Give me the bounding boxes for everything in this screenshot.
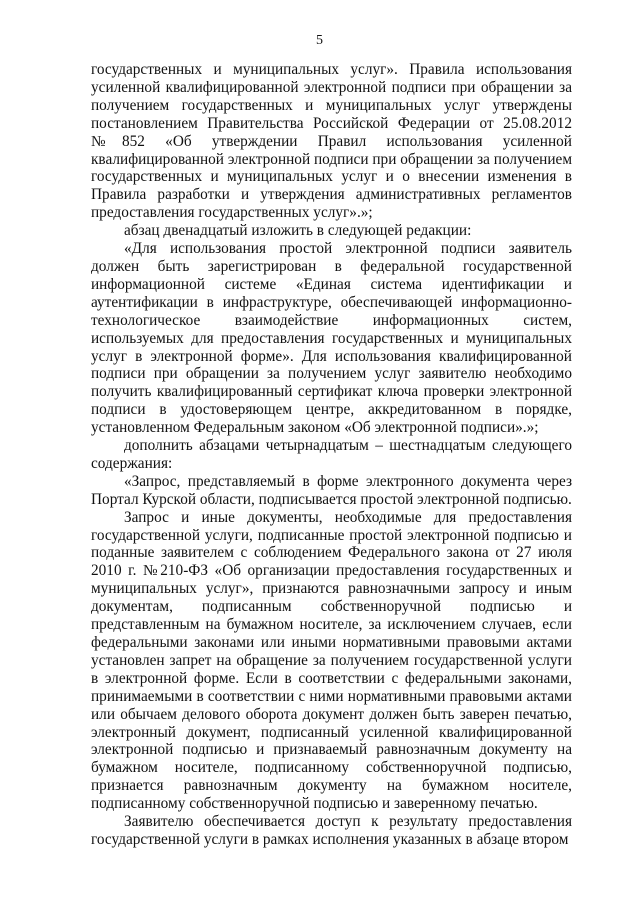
paragraph-4: дополнить абзацами четырнадцатым – шестнадцатым следующего содержания: xyxy=(91,437,572,472)
paragraph-5: «Запрос, представляемый в форме электронного документа через Портал Курской области, подписывается простой электронной подписью. xyxy=(91,472,572,508)
paragraph-6: Запрос и иные документы, необходимые для предоставления государственной услуги, подписанные простой электронной подписью и поданные заявителем с соблюдением Федерального закона от 27 июля 2010 г. №210-ФЗ «Об организации предоставления государственных и муниципальных услуг», признаются равнозначными запросу и иным документам, подписанным собственноручной подписью и представленным на бумажном носителе, за исключением случаев, если федеральными законами или иными нормативными правовыми актами установлен запрет на обращение за получением государственной услуги в электронной форме. Если в соответствии с федеральными законами, принимаемыми в соответствии с ними нормативными правовыми актами или обычаем делового оборота документ должен быть заверен печатью, электронный документ, подписанный усиленной квалифицированной электронной подписью и признаваемый равнозначным документу на бумажном носителе, подписанному собственноручной подписью, признается равнозначным документу на бумажном носителе, подписанному собственноручной подписью и заверенному печатью. xyxy=(91,508,572,813)
document-body xyxy=(91,61,572,849)
paragraph-7: Заявителю обеспечивается доступ к результату предоставления государственной услуги в рамках исполнения указанных в абзаце втором xyxy=(91,813,572,848)
page-number: 5 xyxy=(316,33,323,48)
paragraph-2: абзац двенадцатый изложить в следующей редакции: xyxy=(124,222,472,240)
paragraph-3: «Для использования простой электронной подписи заявитель должен быть зарегистрирован в федеральной государственной информационной системе «Единая система идентификации и аутентификации в инфраструктуре, обеспечивающей информационно-технологическое взаимодействие информационных систем, используемых для предоставления государственных и муниципальных услуг в электронной форме». Для использования квалифицированной подписи при обращении за получением услуг заявителю необходимо получить квалифицированный сертификат ключа проверки электронной подписи в удостоверяющем центре, аккредитованном в порядке, установленном Федеральным законом «Об электронной подписи».»; xyxy=(91,240,572,437)
paragraph-1: государственных и муниципальных услуг». Правила использования усиленной квалифицированной электронной подписи при обращении за получением государственных и муниципальных услуг утверждены постановлением Правительства Российской Федерации от 25.08.2012 №852 «Об утверждении Правил использования усиленной квалифицированной электронной подписи при обращении за получением государственных и муниципальных услуг и о внесении изменения в Правила разработки и утверждения административных регламентов предоставления государственных услуг».»; xyxy=(91,61,572,222)
